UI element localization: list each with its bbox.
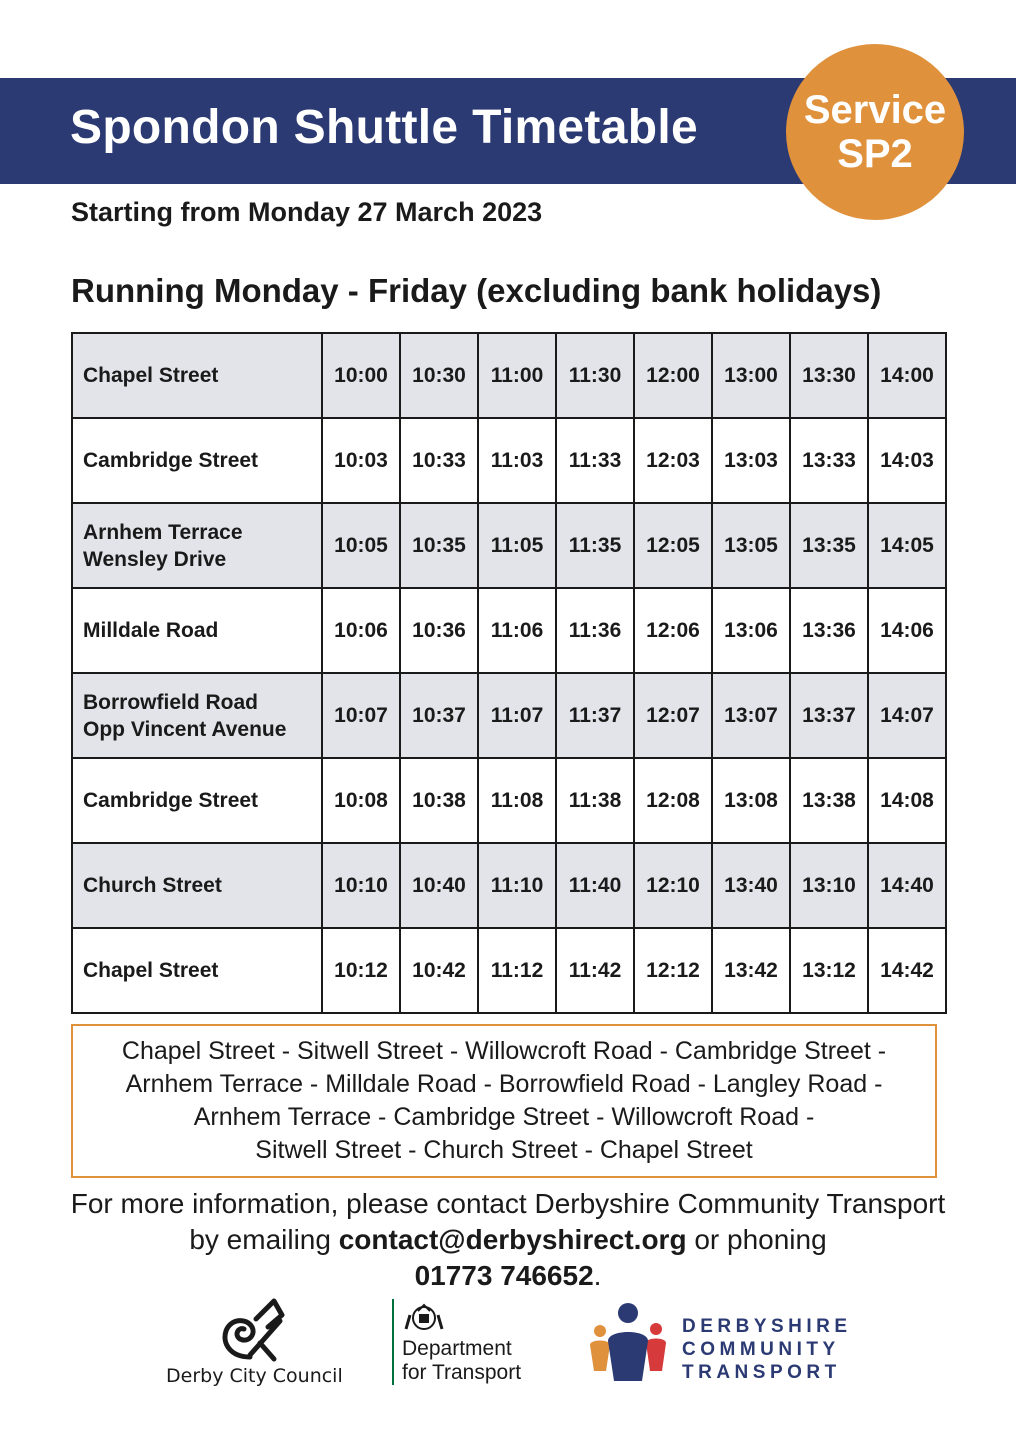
departure-time: 12:00: [634, 333, 712, 418]
departure-time: 11:00: [478, 333, 556, 418]
departure-time: 13:07: [712, 673, 790, 758]
departure-time: 14:42: [868, 928, 946, 1013]
dct-logo: [586, 1301, 856, 1391]
departure-time: 10:00: [322, 333, 400, 418]
timetable-row: [72, 673, 946, 758]
dft-line: Department: [402, 1337, 512, 1360]
departure-time: 10:35: [400, 503, 478, 588]
departure-time: 13:38: [790, 758, 868, 843]
departure-time: 13:36: [790, 588, 868, 673]
departure-time: 14:03: [868, 418, 946, 503]
stop-name: Church Street: [83, 874, 222, 897]
contact-info: [60, 1186, 956, 1294]
crest-icon: [404, 1301, 444, 1335]
departure-time: 11:33: [556, 418, 634, 503]
departure-time: 11:10: [478, 843, 556, 928]
stop-name: Arnhem Terrace: [83, 520, 243, 544]
departure-time: 11:03: [478, 418, 556, 503]
stop-name: Cambridge Street: [83, 789, 259, 812]
departure-time: 10:07: [322, 673, 400, 758]
departure-time: 12:06: [634, 588, 712, 673]
departure-time: 10:42: [400, 928, 478, 1013]
departure-time: 10:03: [322, 418, 400, 503]
departure-time: 13:30: [790, 333, 868, 418]
stop-name-cell: [72, 843, 322, 928]
dft-green-bar: [392, 1299, 394, 1385]
departure-time: 11:08: [478, 758, 556, 843]
departure-time: 10:36: [400, 588, 478, 673]
departure-time: 14:00: [868, 333, 946, 418]
departure-time: 10:06: [322, 588, 400, 673]
stop-name-cell: [72, 333, 322, 418]
departure-time: 13:40: [712, 843, 790, 928]
departure-time: 13:05: [712, 503, 790, 588]
departure-time: 12:05: [634, 503, 712, 588]
departure-time: 11:42: [556, 928, 634, 1013]
stop-name-cell: [72, 503, 322, 588]
departure-time: 11:07: [478, 673, 556, 758]
route-line: Sitwell Street - Church Street - Chapel Street: [255, 1136, 753, 1164]
dct-line: COMMUNITY: [682, 1339, 840, 1360]
timetable-row: [72, 333, 946, 418]
departure-time: 10:37: [400, 673, 478, 758]
departure-time: 10:40: [400, 843, 478, 928]
departure-time: 10:12: [322, 928, 400, 1013]
departure-time: 13:37: [790, 673, 868, 758]
departure-time: 12:07: [634, 673, 712, 758]
service-badge: [786, 44, 964, 220]
stop-name: Wensley Drive: [83, 547, 227, 571]
departure-time: 11:05: [478, 503, 556, 588]
timetable-row: [72, 843, 946, 928]
stop-name: Opp Vincent Avenue: [83, 717, 287, 741]
departure-time: 11:30: [556, 333, 634, 418]
departure-time: 12:03: [634, 418, 712, 503]
contact-phone[interactable]: 01773 746652: [414, 1260, 594, 1291]
stop-name-cell: [72, 928, 322, 1013]
departure-time: 13:42: [712, 928, 790, 1013]
departure-time: 12:12: [634, 928, 712, 1013]
departure-time: 11:36: [556, 588, 634, 673]
departure-time: 10:33: [400, 418, 478, 503]
departure-time: 11:40: [556, 843, 634, 928]
dct-line: DERBYSHIRE: [682, 1316, 852, 1337]
ram-icon: [216, 1297, 288, 1363]
stop-name-cell: [72, 673, 322, 758]
departure-time: 13:03: [712, 418, 790, 503]
departure-time: 14:40: [868, 843, 946, 928]
derby-city-council-logo: [160, 1295, 343, 1395]
stop-name-cell: [72, 418, 322, 503]
departure-time: 11:35: [556, 503, 634, 588]
departure-time: 10:08: [322, 758, 400, 843]
people-icon: [586, 1301, 670, 1385]
departure-time: 10:30: [400, 333, 478, 418]
stop-name: Borrowfield Road: [83, 690, 259, 714]
start-date: Starting from Monday 27 March 2023: [71, 197, 543, 227]
timetable-row: [72, 928, 946, 1013]
page-title: Spondon Shuttle Timetable: [70, 101, 698, 154]
dft-logo: [392, 1299, 542, 1389]
departure-time: 13:06: [712, 588, 790, 673]
departure-time: 14:08: [868, 758, 946, 843]
badge-service-code: SP2: [837, 132, 913, 176]
stop-name: Milldale Road: [83, 619, 219, 642]
departure-time: 12:10: [634, 843, 712, 928]
departure-time: 10:10: [322, 843, 400, 928]
contact-text: For more information, please contact Derbyshire Community Transport by emailing: [70, 1188, 946, 1255]
dft-logo-text: [402, 1337, 521, 1385]
stop-name-cell: [72, 758, 322, 843]
dft-line: for Transport: [402, 1361, 522, 1384]
departure-time: 11:37: [556, 673, 634, 758]
timetable-row: [72, 418, 946, 503]
contact-text: or phoning: [686, 1224, 827, 1255]
stop-name-cell: [72, 588, 322, 673]
departure-time: 10:38: [400, 758, 478, 843]
departure-time: 14:06: [868, 588, 946, 673]
stop-name: Chapel Street: [83, 959, 219, 982]
departure-time: 13:12: [790, 928, 868, 1013]
route-description: [71, 1024, 937, 1178]
departure-time: 13:08: [712, 758, 790, 843]
derby-logo-text: Derby City Council: [166, 1365, 343, 1387]
dct-logo-text: [682, 1315, 852, 1384]
logo-strip: [0, 1295, 1016, 1405]
timetable: [71, 332, 947, 1014]
departure-time: 11:12: [478, 928, 556, 1013]
departure-time: 12:08: [634, 758, 712, 843]
contact-text: .: [593, 1260, 602, 1291]
stop-name: Chapel Street: [83, 364, 219, 387]
route-line: Arnhem Terrace - Milldale Road - Borrowfield Road - Langley Road -: [125, 1070, 883, 1098]
stop-name: Cambridge Street: [83, 449, 259, 472]
timetable-row: [72, 758, 946, 843]
departure-time: 11:38: [556, 758, 634, 843]
departure-time: 13:10: [790, 843, 868, 928]
timetable-row: [72, 503, 946, 588]
dct-line: TRANSPORT: [682, 1362, 841, 1383]
departure-time: 11:06: [478, 588, 556, 673]
running-days: Running Monday - Friday (excluding bank holidays): [71, 272, 882, 309]
departure-time: 14:07: [868, 673, 946, 758]
route-line: Arnhem Terrace - Cambridge Street - Willowcroft Road -: [193, 1103, 815, 1131]
timetable-row: [72, 588, 946, 673]
route-line: Chapel Street - Sitwell Street - Willowcroft Road - Cambridge Street -: [121, 1037, 887, 1065]
departure-time: 13:33: [790, 418, 868, 503]
departure-time: 13:00: [712, 333, 790, 418]
departure-time: 13:35: [790, 503, 868, 588]
contact-email[interactable]: contact@derbyshirect.org: [338, 1224, 687, 1255]
badge-label: Service: [803, 88, 947, 132]
departure-time: 10:05: [322, 503, 400, 588]
departure-time: 14:05: [868, 503, 946, 588]
